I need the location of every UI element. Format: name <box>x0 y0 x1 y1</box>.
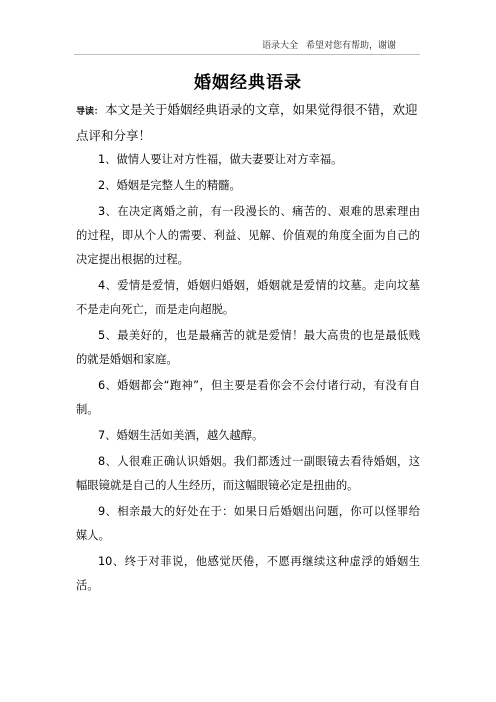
quote-item: 10、终于对菲说，他感觉厌倦，不愿再继续这种虚浮的婚姻生活。 <box>76 555 420 592</box>
intro-lead: 导读： <box>76 107 104 117</box>
quote-item: 6、婚姻都会“跑神”，但主要是看你会不会付诸行动，有没有自制。 <box>76 379 420 416</box>
quote-item: 1、做情人要让对方性福，做夫妻要让对方幸福。 <box>98 153 343 166</box>
quote-item: 4、爱情是爱情，婚姻归婚姻，婚姻就是爱情的坟墓。走向坟墓不是走向死亡，而是走向超脱。 <box>76 279 420 316</box>
quote-item: 8、人很难正确认识婚姻。我们都透过一副眼镜去看待婚姻，这幅眼镜就是自己的人生经历，而这幅眼镜必定是扭曲的。 <box>76 455 420 492</box>
quote-item: 3、在决定离婚之前，有一段漫长的、痛苦的、艰难的思索理由的过程，即从个人的需要、利益、见解、价值观的角度全面为自己的决定提出根据的过程。 <box>76 205 420 266</box>
header-site-name: 语录大全 <box>262 41 299 51</box>
page-header <box>262 38 396 51</box>
quote-item: 7、婚姻生活如美酒，越久越醇。 <box>98 429 264 442</box>
quote-item: 5、最美好的，也是最痛苦的就是爱情！最大高贵的也是最低贱的就是婚姻和家庭。 <box>76 329 420 366</box>
header-divider <box>74 54 420 55</box>
intro-text: 本文是关于婚姻经典语录的文章，如果觉得很不错，欢迎点评和分享！ <box>76 102 418 143</box>
document-title: 婚姻经典语录 <box>194 73 302 93</box>
quote-list <box>76 148 420 600</box>
intro-paragraph <box>76 98 420 148</box>
quote-item: 2、婚姻是完整人生的精髓。 <box>98 179 241 192</box>
header-tagline: 希望对您有帮助，谢谢 <box>306 41 397 51</box>
quote-item: 9、相亲最大的好处在于：如果日后婚姻出问题，你可以怪罪给媒人。 <box>76 505 420 542</box>
